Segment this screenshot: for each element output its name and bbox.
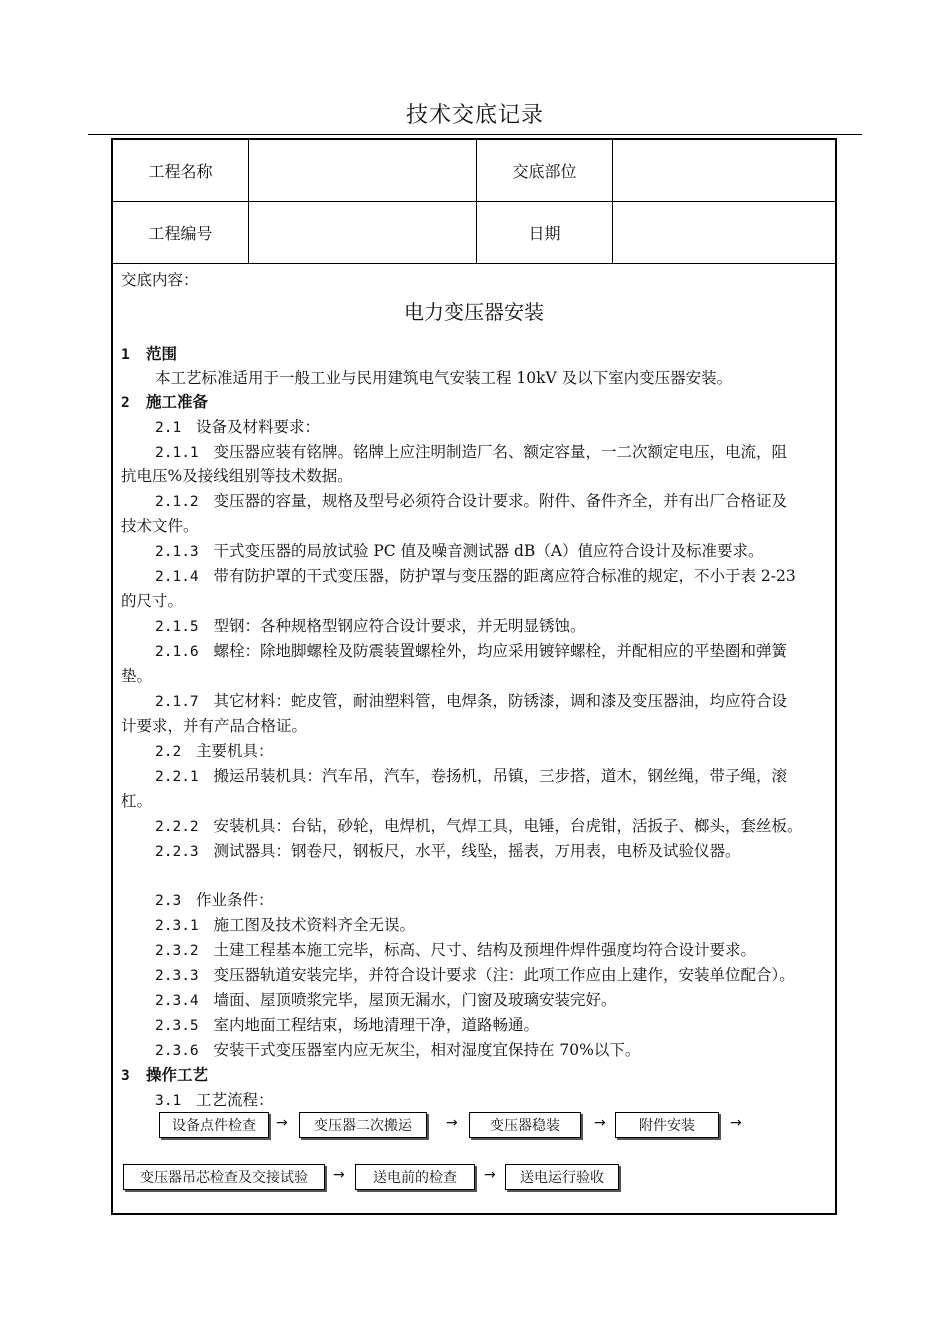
- item-text: 带有防护罩的干式变压器，防护罩与变压器的距离应符合标准的规定，不小于表 2-23: [213, 567, 796, 585]
- paragraph: [155, 564, 796, 586]
- paragraph: [155, 1038, 640, 1060]
- flow-arrow-icon: →: [484, 1167, 496, 1183]
- paragraph-continuation: 杠。: [121, 792, 153, 810]
- item-number: 2.3.2: [155, 943, 199, 959]
- item-number: 2.1.6: [155, 644, 199, 660]
- flow-step-3: 变压器稳装: [469, 1112, 581, 1138]
- paragraph: [155, 764, 787, 786]
- paragraph-continuation: 技术文件。: [121, 517, 199, 535]
- section-heading: [121, 1063, 208, 1085]
- project-name-label: 工程名称: [113, 140, 249, 202]
- flow-step-7: 送电运行验收: [505, 1164, 619, 1190]
- item-number: 2.3.5: [155, 1018, 199, 1034]
- title-divider: [88, 134, 862, 135]
- paragraph-continuation: 垫。: [121, 667, 153, 685]
- item-text: 变压器应装有铭牌。铭牌上应注明制造厂名、额定容量，一二次额定电压，电流，阻: [213, 443, 787, 461]
- paragraph-continuation: 计要求，并有产品合格证。: [121, 717, 308, 735]
- item-text: 工艺流程：: [195, 1091, 274, 1109]
- project-no-label: 工程编号: [113, 202, 249, 264]
- flow-step-4: 附件安装: [615, 1112, 719, 1138]
- section-number: 2: [121, 395, 130, 411]
- section-title: 施工准备: [145, 392, 208, 411]
- item-text: 搬运吊装机具：汽车吊，汽车，卷扬机，吊镇，三步搭，道木，钢丝绳，带子绳，滚: [213, 767, 787, 785]
- flow-arrow-icon: →: [446, 1115, 458, 1131]
- paragraph-continuation: 抗电压%及接线组别等技术数据。: [121, 467, 353, 485]
- position-label: 交底部位: [477, 140, 613, 202]
- paragraph: [155, 839, 740, 861]
- header-table: [113, 140, 835, 264]
- item-number: 2.1.4: [155, 569, 199, 585]
- paragraph: [155, 614, 585, 636]
- item-text: 其它材料：蛇皮管，耐油塑料管，电焊条，防锈漆，调和漆及变压器油，均应符合设: [213, 692, 787, 710]
- paragraph: [155, 489, 787, 511]
- paragraph: 本工艺标准适用于一般工业与民用建筑电气安装工程 10kV 及以下室内变压器安装。: [155, 369, 733, 387]
- item-number: 2.3.4: [155, 993, 199, 1009]
- item-text: 设备及材料要求：: [195, 418, 320, 436]
- item-text: 型钢：各种规格型钢应符合设计要求，并无明显锈蚀。: [213, 617, 586, 635]
- record-form: [111, 138, 837, 1215]
- project-no-field[interactable]: [249, 202, 477, 264]
- item-text: 施工图及技术资料齐全无误。: [213, 916, 415, 934]
- item-text: 室内地面工程结束，场地清理干净，道路畅通。: [213, 1016, 539, 1034]
- section-heading: [121, 342, 177, 364]
- item-text: 变压器的容量，规格及型号必须符合设计要求。附件、备件齐全，并有出厂合格证及: [213, 492, 787, 510]
- paragraph: [155, 440, 787, 462]
- item-number: 2.3.1: [155, 918, 199, 934]
- item-text: 螺栓：除地脚螺栓及防震装置螺栓外，均应采用镀锌螺栓，并配相应的平垫圈和弹簧: [213, 642, 787, 660]
- content-label: 交底内容：: [121, 271, 199, 289]
- item-text: 主要机具：: [195, 742, 274, 760]
- paragraph-continuation: 的尺寸。: [121, 592, 184, 610]
- section-number: 1: [121, 347, 130, 363]
- paragraph: [155, 913, 415, 935]
- paragraph: [155, 1013, 539, 1035]
- section-heading: [121, 390, 208, 412]
- subsection-heading: [155, 415, 320, 437]
- flow-arrow-icon: →: [594, 1115, 606, 1131]
- item-number: 2.1.3: [155, 544, 199, 560]
- item-text: 作业条件：: [195, 891, 274, 909]
- flow-step-2: 变压器二次搬运: [299, 1112, 427, 1138]
- item-number: 2.2.3: [155, 844, 199, 860]
- item-text: 土建工程基本施工完毕，标高、尺寸、结构及预埋件焊件强度均符合设计要求。: [213, 941, 756, 959]
- date-label: 日期: [477, 202, 613, 264]
- item-number: 2.2: [155, 744, 182, 760]
- position-field[interactable]: [613, 140, 835, 202]
- flow-arrow-icon: →: [276, 1115, 288, 1131]
- item-number: 2.3: [155, 893, 182, 909]
- item-number: 2.1.1: [155, 445, 199, 461]
- item-text: 安装机具：台钻，砂轮，电焊机，气焊工具，电锤，台虎钳，活扳子、榔头，套丝板。: [213, 817, 803, 835]
- item-number: 2.2.2: [155, 819, 199, 835]
- flow-step-6: 送电前的检查: [355, 1164, 475, 1190]
- section-title: 范围: [145, 344, 177, 363]
- paragraph: [155, 938, 756, 960]
- item-number: 2.3.3: [155, 968, 199, 984]
- item-text: 干式变压器的局放试验 PC 值及噪音测试器 dB（A）值应符合设计及标准要求。: [213, 542, 764, 560]
- flow-arrow-icon: →: [333, 1167, 345, 1183]
- page-title: 技术交底记录: [405, 103, 544, 128]
- subsection-heading: [155, 739, 274, 761]
- item-number: 2.1.7: [155, 694, 199, 710]
- flow-arrow-icon: →: [730, 1115, 742, 1131]
- item-text: 测试器具：钢卷尺，钢板尺，水平，线坠，摇表，万用表，电桥及试验仪器。: [213, 842, 741, 860]
- item-number: 3.1: [155, 1093, 182, 1109]
- subsection-heading: [155, 1088, 274, 1110]
- paragraph: [155, 814, 802, 836]
- paragraph: [155, 988, 616, 1010]
- paragraph: [155, 539, 764, 561]
- item-number: 2.3.6: [155, 1043, 199, 1059]
- item-number: 2.1.5: [155, 619, 199, 635]
- paragraph: [155, 639, 787, 661]
- item-number: 2.1.2: [155, 494, 199, 510]
- flow-step-1: 设备点件检查: [159, 1112, 269, 1138]
- item-text: 安装干式变压器室内应无灰尘，相对湿度宜保持在 70%以下。: [213, 1041, 641, 1059]
- date-field[interactable]: [613, 202, 835, 264]
- subject-title: 电力变压器安装: [404, 300, 544, 324]
- section-number: 3: [121, 1068, 130, 1084]
- paragraph: [155, 963, 795, 985]
- item-text: 墙面、屋顶喷浆完毕，屋顶无漏水，门窗及玻璃安装完好。: [213, 991, 617, 1009]
- section-title: 操作工艺: [145, 1065, 208, 1084]
- item-text: 变压器轨道安装完毕，并符合设计要求（注：此项工作应由上建作，安装单位配合）。: [213, 966, 795, 984]
- paragraph: [155, 689, 787, 711]
- project-name-field[interactable]: [249, 140, 477, 202]
- item-number: 2.2.1: [155, 769, 199, 785]
- subsection-heading: [155, 888, 274, 910]
- flow-step-5: 变压器吊芯检查及交接试验: [123, 1164, 325, 1190]
- item-number: 2.1: [155, 420, 182, 436]
